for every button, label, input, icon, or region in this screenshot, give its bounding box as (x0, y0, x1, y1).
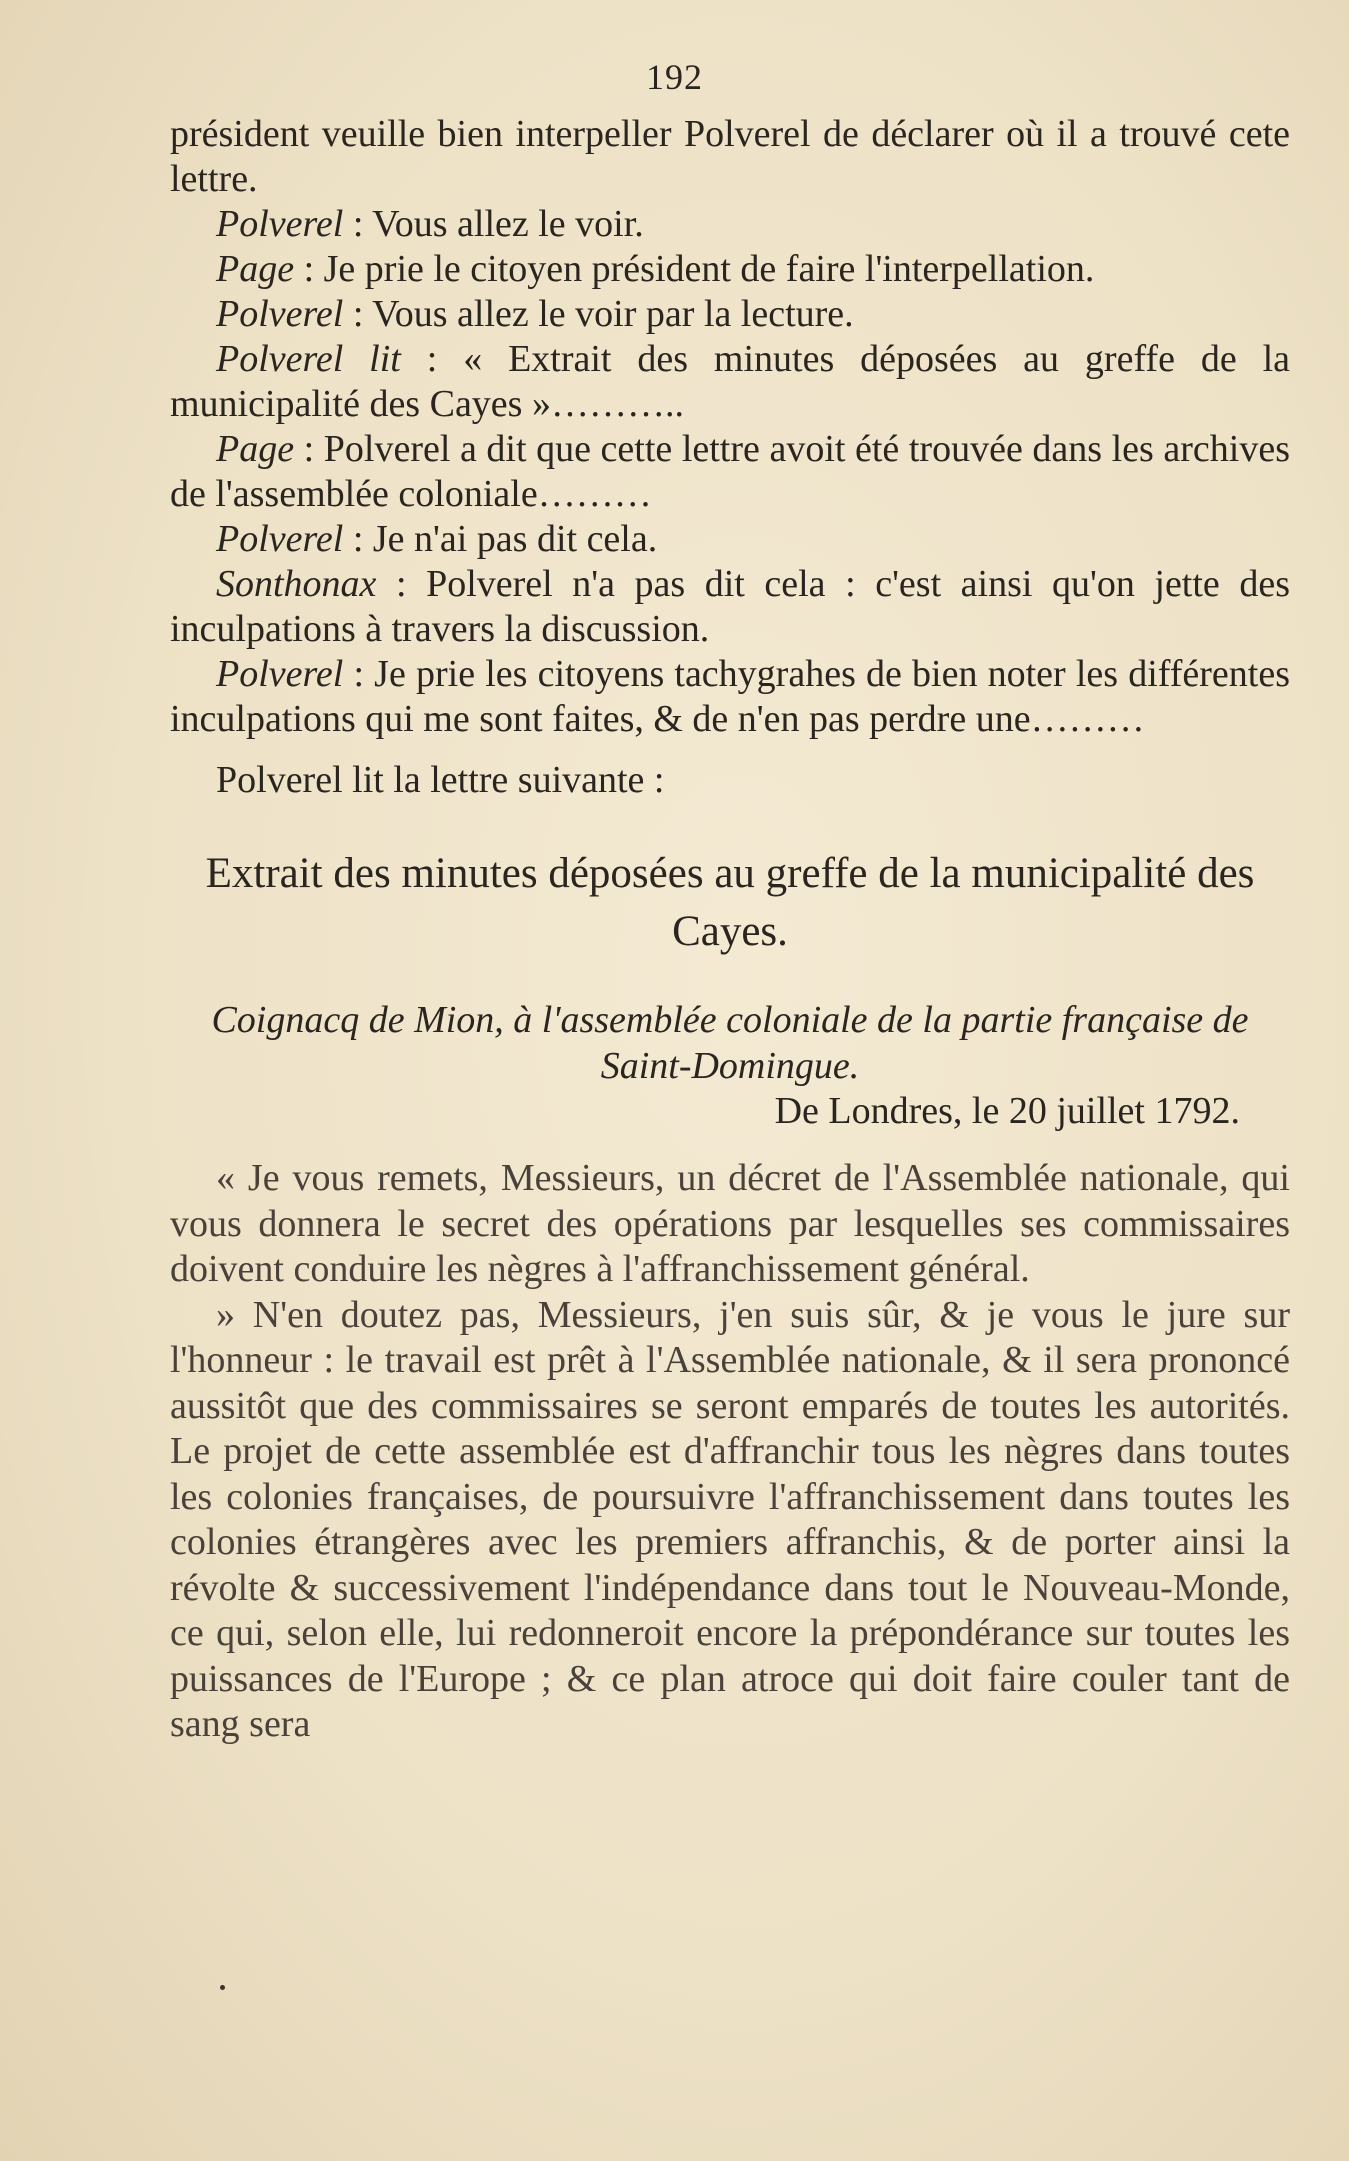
dialogue-line (170, 292, 1290, 337)
letter-address: Coignacq de Mion, à l'assemblée coloniale de la partie française de Saint-Domingue. (211, 999, 1249, 1087)
dialogue-text: : « Extrait des minutes déposées au greffe de la municipalité des Cayes »……….. (170, 338, 1290, 425)
letter-paragraph: « Je vous remets, Messieurs, un décret de l'Assemblée nationale, qui vous donnera le secret des opérations par lesquelles ses commissaires doivent conduire les nègres à l'affranchissement général. (170, 1157, 1290, 1290)
dialogue-line (170, 337, 1290, 427)
speaker-name: Polverel lit (216, 338, 401, 380)
speaker-name: Polverel (216, 203, 344, 245)
speaker-name: Page (216, 248, 295, 290)
dialogue-text: : Vous allez le voir. (343, 203, 644, 245)
ink-speck (220, 1985, 225, 1990)
letter-body (170, 1156, 1290, 1748)
dialogue-text: : Je n'ai pas dit cela. (343, 518, 658, 560)
page-body (170, 112, 1290, 1748)
dialogue-text: : Je prie les citoyens tachygrahes de bien noter les différentes inculpations qui me sont faites, & de n'en pas perdre une……… (170, 653, 1290, 740)
letter-dateline: De Londres, le 20 juillet 1792. (774, 1090, 1240, 1132)
dialogue-line (170, 202, 1290, 247)
dialogue-text: : Polverel n'a pas dit cela : c'est ainsi qu'on jette des inculpations à travers la discussion. (170, 563, 1290, 650)
dialogue-line (170, 562, 1290, 652)
dialogue-text: : Polverel a dit que cette lettre avoit été trouvée dans les archives de l'assemblée coloniale……… (170, 428, 1290, 515)
dialogue-line (170, 247, 1290, 292)
page-number: 192 (646, 57, 703, 97)
dialogue-line (170, 112, 1290, 202)
speaker-name: Polverel (216, 293, 344, 335)
section-heading: Extrait des minutes déposées au greffe de la municipalité des Cayes. (205, 850, 1255, 955)
dialogue-text: président veuille bien interpeller Polverel de déclarer où il a trouvé cete lettre. (170, 113, 1290, 200)
reading-line: Polverel lit la lettre suivante : (216, 759, 665, 801)
speaker-name: Page (216, 428, 295, 470)
speaker-name: Polverel (216, 653, 344, 695)
dialogue-text: : Je prie le citoyen président de faire l'interpellation. (294, 248, 1095, 290)
dialogue-line (170, 427, 1290, 517)
dialogue-text: : Vous allez le voir par la lecture. (343, 293, 854, 335)
dialogue-line (170, 652, 1290, 742)
speaker-name: Polverel (216, 518, 344, 560)
letter-paragraph: » N'en doutez pas, Messieurs, j'en suis sûr, & je vous le jure sur l'honneur : le travail est prêt à l'Assemblée nationale, & il sera prononcé aussitôt que des commissaires se seront emparés de toutes les autorités. Le projet de cette assemblée est d'affranchir tous les nègres dans toutes les colonies françaises, de poursuivre l'affranchissement dans toutes les colonies étrangères avec les premiers affranchis, & de porter ainsi la révolte & successivement l'indépendance dans tout le Nouveau-Monde, ce qui, selon elle, lui redonneroit encore la prépondérance sur toutes les puissances de l'Europe ; & ce plan atroce qui doit faire couler tant de sang sera (170, 1293, 1290, 1745)
speaker-name: Sonthonax (216, 563, 377, 605)
dialogue-line (170, 517, 1290, 562)
